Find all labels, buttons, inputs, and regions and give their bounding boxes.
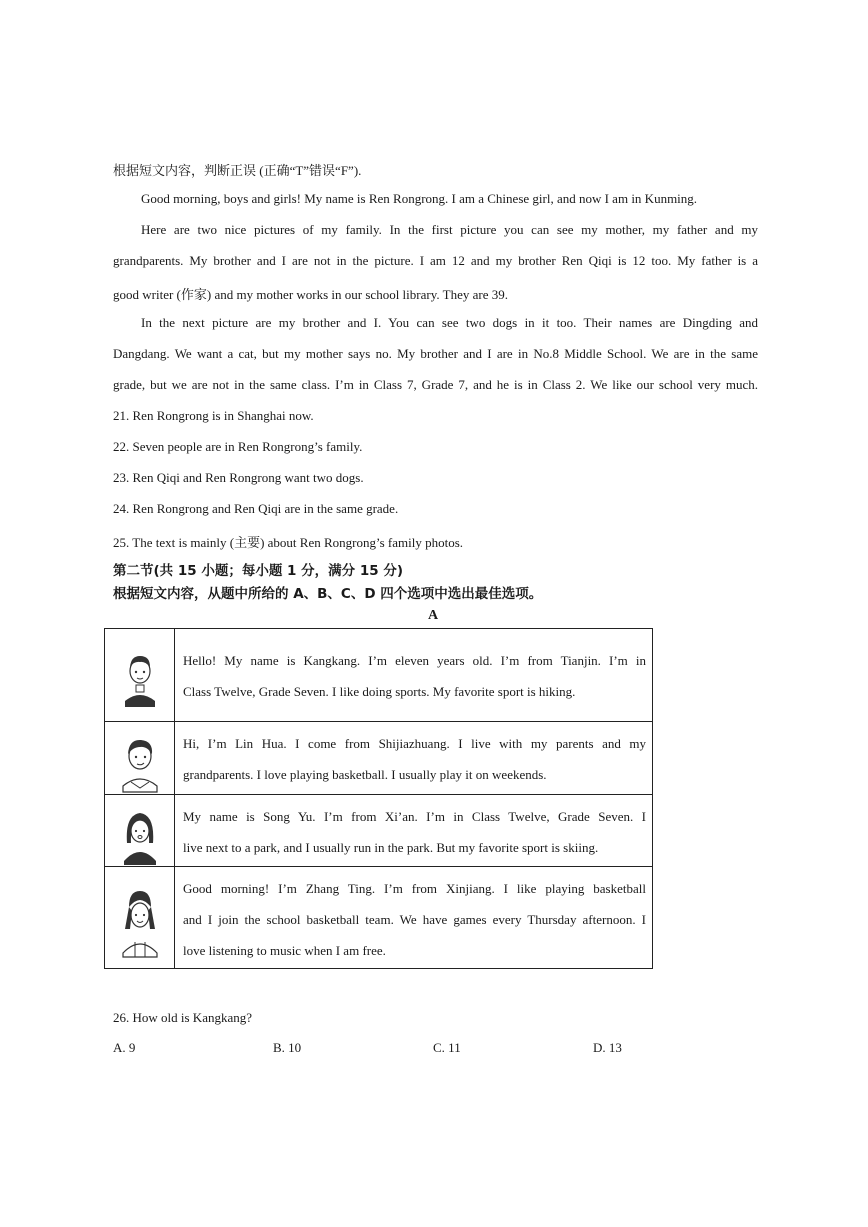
section1-instruction: 根据短文内容，判断正误 (正确“T”错误“F”).: [113, 163, 362, 178]
profile-text-line: and I join the school basketball team. We have games every Thursday afternoon. I: [183, 912, 646, 927]
passage-line: Good morning, boys and girls! My name is Ren Rongrong. I am a Chinese girl, and now I am in Kunming.: [141, 191, 698, 206]
boy-portrait-icon: [105, 629, 175, 721]
profile-text-line: love listening to music when I am free.: [183, 943, 386, 958]
portrait-cell: [105, 629, 175, 721]
question-25: 25. The text is mainly (主要) about Ren Rongrong’s family photos.: [113, 535, 464, 550]
section2-heading: 第二节(共 15 小题；每小题 1 分，满分 15 分): [113, 563, 404, 579]
portrait-cell: [105, 722, 175, 794]
boy-portrait-icon: [105, 722, 175, 794]
passage-line: In the next picture are my brother and I. You can see two dogs in it too. Their names are Dingding and: [141, 315, 758, 330]
passage-line: Dangdang. We want a cat, but my mother says no. My brother and I are in No.8 Middle School. We are in the same: [113, 346, 758, 361]
profile-text-line: Hi, I’m Lin Hua. I come from Shijiazhuang. I live with my parents and my: [183, 736, 646, 751]
girl-portrait-icon: [105, 867, 175, 968]
question-24: 24. Ren Rongrong and Ren Qiqi are in the same grade.: [113, 501, 399, 516]
profile-text-line: Class Twelve, Grade Seven. I like doing sports. My favorite sport is hiking.: [183, 684, 576, 699]
profile-text-line: Good morning! I’m Zhang Ting. I’m from Xinjiang. I like playing basketball: [183, 881, 646, 896]
passage-line: grade, but we are not in the same class. I’m in Class 7, Grade 7, and he is in Class 2. We like our school very much.: [113, 377, 758, 392]
section2-instruction: 根据短文内容，从题中所给的 A、B、C、D 四个选项中选出最佳选项。: [113, 586, 543, 602]
table-row: [105, 722, 652, 795]
passage-line: grandparents. My brother and I are not in the picture. I am 12 and my brother Ren Qiqi is 12 too. My father is a: [113, 253, 758, 268]
portrait-cell: [105, 795, 175, 866]
table-row: [105, 795, 652, 867]
passage-label: A: [428, 608, 439, 623]
table-row: [105, 867, 652, 969]
profile-text-line: Hello! My name is Kangkang. I’m eleven years old. I’m from Tianjin. I’m in: [183, 653, 646, 668]
option-c[interactable]: C. 11: [433, 1040, 461, 1055]
profile-text-line: grandparents. I love playing basketball. I usually play it on weekends.: [183, 767, 547, 782]
profile-text-line: live next to a park, and I usually run in the park. But my favorite sport is skiing.: [183, 840, 599, 855]
table-row: [105, 629, 652, 722]
passage-line: good writer (作家) and my mother works in our school library. They are 39.: [113, 287, 508, 302]
option-d[interactable]: D. 13: [593, 1040, 622, 1055]
girl-portrait-icon: [105, 795, 175, 866]
option-a[interactable]: A. 9: [113, 1040, 136, 1055]
option-b[interactable]: B. 10: [273, 1040, 302, 1055]
question-26: 26. How old is Kangkang?: [113, 1010, 253, 1025]
profiles-table: [104, 628, 653, 969]
question-21: 21. Ren Rongrong is in Shanghai now.: [113, 408, 314, 423]
passage-line: Here are two nice pictures of my family. In the first picture you can see my mother, my father and my: [141, 222, 758, 237]
profile-text-line: My name is Song Yu. I’m from Xi’an. I’m in Class Twelve, Grade Seven. I: [183, 809, 646, 824]
question-23: 23. Ren Qiqi and Ren Rongrong want two dogs.: [113, 470, 364, 485]
portrait-cell: [105, 867, 175, 969]
question-22: 22. Seven people are in Ren Rongrong’s family.: [113, 439, 363, 454]
